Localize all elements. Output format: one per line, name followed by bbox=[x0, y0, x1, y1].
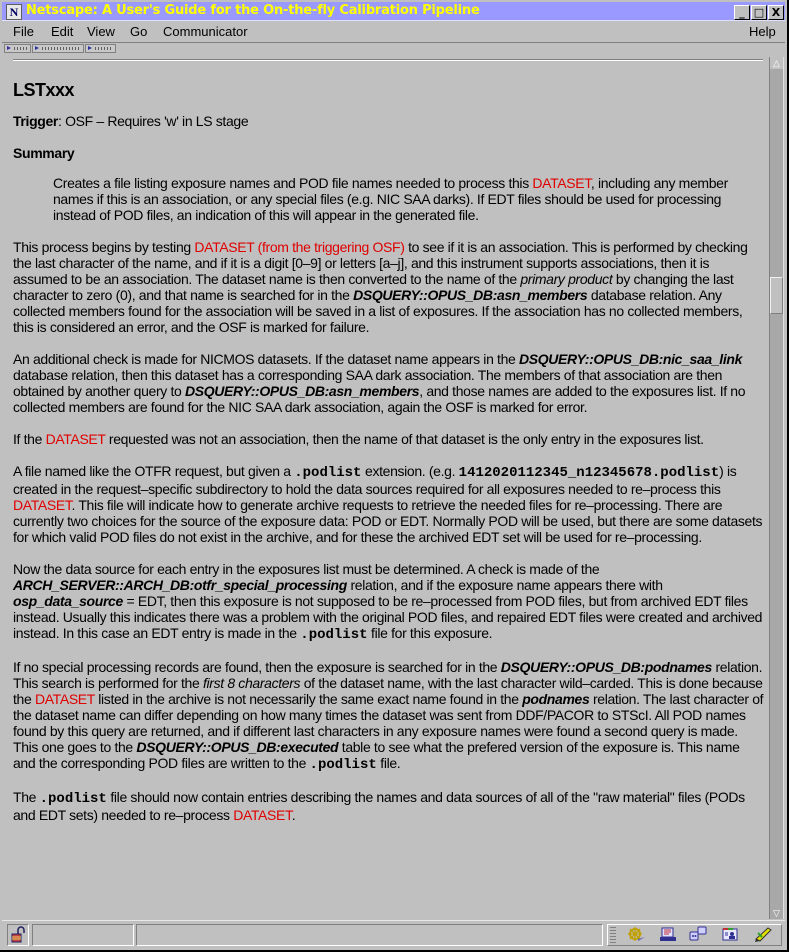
component-bar-grip[interactable] bbox=[610, 927, 616, 943]
vertical-scrollbar[interactable] bbox=[769, 57, 784, 919]
trigger-text: : OSF – Requires 'w' in LS stage bbox=[58, 113, 249, 129]
menu-help[interactable]: Help bbox=[749, 24, 776, 39]
minimize-button[interactable]: _ bbox=[734, 5, 750, 20]
italic-term: primary product bbox=[520, 271, 613, 287]
window-title: Netscape: A User's Guide for the On-the-fly Calibration Pipeline bbox=[26, 3, 480, 18]
menu-go[interactable]: Go bbox=[130, 24, 148, 39]
text: requested was not an association, then the name of that dataset is the only entry in the exposures list. bbox=[105, 431, 704, 447]
text: by changing the last character to zero (0), and that name is searched for in the bbox=[13, 271, 734, 303]
page-heading: LSTxxx bbox=[13, 80, 75, 100]
dataset-link[interactable]: DATASET bbox=[34, 691, 95, 707]
paragraph-not-association bbox=[13, 431, 765, 447]
title-bar[interactable] bbox=[2, 2, 785, 21]
personal-toolbar-grip[interactable] bbox=[85, 44, 116, 53]
text: relation, and if the exposure name appears there with bbox=[346, 577, 663, 593]
db-relation: DSQUERY::OPUS_DB:executed bbox=[136, 739, 339, 755]
netscape-logo-icon: N bbox=[6, 4, 22, 20]
dataset-link[interactable]: DATASET bbox=[13, 497, 72, 513]
code-text: 1412020112345_n12345678.podlist bbox=[458, 465, 720, 481]
text: file. bbox=[376, 755, 401, 771]
page-content bbox=[3, 55, 768, 914]
document-body bbox=[13, 79, 765, 839]
summary-heading: Summary bbox=[13, 145, 75, 161]
text: A file named like the OTFR request, but given a bbox=[13, 463, 295, 479]
summary-paragraph bbox=[53, 175, 755, 223]
paragraph-data-source bbox=[13, 561, 765, 643]
maximize-button[interactable]: □ bbox=[751, 5, 767, 20]
code-text: .podlist bbox=[39, 791, 107, 807]
composer-icon[interactable] bbox=[753, 925, 771, 941]
code-text: .podlist bbox=[300, 627, 368, 643]
db-relation: DSQUERY::OPUS_DB:asn_members bbox=[184, 383, 420, 399]
text: Now the data source for each entry in the exposures list must be determined. A check is made of the bbox=[13, 561, 600, 577]
scroll-up-arrow-icon[interactable]: △ bbox=[770, 57, 783, 69]
italic-term: first 8 characters bbox=[202, 675, 301, 691]
db-relation: ARCH_SERVER::ARCH_DB:otfr_special_processing bbox=[13, 577, 347, 593]
paragraph-podnames-search bbox=[13, 659, 765, 773]
scrollbar-thumb[interactable] bbox=[770, 277, 783, 314]
menu-file[interactable]: File bbox=[13, 24, 34, 39]
text: relation. This search is performed for the bbox=[13, 659, 763, 691]
db-relation: DSQUERY::OPUS_DB:nic_saa_link bbox=[519, 351, 743, 367]
text: . This file will indicate how to generate archive requests to retrieve the needed files for re–processing. There are currently two choices for the source of the exposure data: POD or EDT. Normally POD will be used, but there are some datasets for which valid POD files do not exist in the archive, and for these the archived EDT set will be used for re–processing. bbox=[13, 497, 763, 545]
text: , including any member names if this is an association, or any special files (e.g. NIC SAA darks). If EDT files should be used for processing instead of POD files, an indication of this will appear in the generated file. bbox=[53, 175, 728, 223]
code-text: .podlist bbox=[309, 757, 377, 773]
dataset-link[interactable]: DATASET bbox=[45, 431, 106, 447]
text: file for this exposure. bbox=[367, 625, 493, 641]
paragraph-podlist-contents bbox=[13, 789, 765, 823]
horizontal-rule bbox=[13, 59, 763, 61]
text: The bbox=[13, 789, 40, 805]
navigation-toolbar-grip[interactable] bbox=[4, 44, 31, 53]
mail-icon[interactable] bbox=[658, 925, 676, 941]
menu-communicator[interactable]: Communicator bbox=[163, 24, 248, 39]
component-bar bbox=[607, 924, 782, 946]
text: file should now contain entries describing the names and data sources of all of the "raw material" files (PODs and EDT sets) needed to re–process bbox=[13, 789, 745, 823]
progress-box bbox=[32, 924, 134, 946]
text: An additional check is made for NICMOS datasets. If the dataset name appears in the bbox=[13, 351, 519, 367]
text: This process begins by testing bbox=[13, 239, 195, 255]
trigger-label: Trigger bbox=[13, 113, 59, 129]
dataset-link[interactable]: DATASET bbox=[532, 175, 591, 191]
db-relation: podnames bbox=[522, 691, 590, 707]
text: database relation, then this dataset has a corresponding SAA dark association. The members of that association are then obtained by another query to bbox=[13, 367, 723, 399]
status-message-box bbox=[136, 924, 603, 946]
text: of the dataset name, with the last character wild–carded. This is done because the bbox=[13, 675, 763, 707]
text: table to see what the prefered version of the exposure is. This name and the corresponding POD files are written to the bbox=[13, 739, 740, 771]
text: database relation. Any collected members found for the association will be saved in a list of exposures. If the association has no collected members, this is considered an error, and the OSF is marked for failure. bbox=[13, 287, 743, 335]
db-relation: DSQUERY::OPUS_DB:podnames bbox=[500, 659, 712, 675]
paragraph-association-test bbox=[13, 239, 765, 335]
text: ) is created in the request–specific subdirectory to hold the data sources required for all exposures needed to re–process this bbox=[13, 463, 737, 497]
code-text: .podlist bbox=[294, 465, 362, 481]
text: If no special processing records are found, then the exposure is searched for in the bbox=[13, 659, 501, 675]
trigger-line bbox=[13, 113, 765, 129]
dataset-link[interactable]: DATASET bbox=[233, 807, 292, 823]
text: If the bbox=[13, 431, 46, 447]
text: relation. The last character of the dataset name can differ depending on how many times the dataset was sent from DDF/PACOR to STScI. All POD names found by this query are returned, and if different last characters in any exposure names were found a second query is made. This one goes to the bbox=[13, 691, 764, 755]
text: listed in the archive is not necessarily the same exact name found in the bbox=[94, 691, 523, 707]
close-button[interactable]: X bbox=[768, 5, 784, 20]
navigator-icon[interactable] bbox=[626, 925, 644, 941]
text: = EDT, then this exposure is not supposed to be re–processed from POD files, but from archived EDT files instead. Usually this indicates there was a problem with the original POD files, and repaired EDT files were created and archived instead. In this case an EDT entry is made in the bbox=[13, 593, 763, 641]
paragraph-podlist-file bbox=[13, 463, 765, 545]
db-field: osp_data_source bbox=[13, 593, 123, 609]
db-relation: DSQUERY::OPUS_DB:asn_members bbox=[353, 287, 588, 303]
text: . bbox=[291, 807, 296, 823]
dataset-link[interactable]: DATASET (from the triggering OSF) bbox=[194, 239, 405, 255]
discussion-icon[interactable] bbox=[688, 925, 706, 941]
security-box[interactable] bbox=[7, 924, 29, 946]
location-toolbar-grip[interactable] bbox=[32, 44, 84, 53]
menu-edit[interactable]: Edit bbox=[51, 24, 74, 39]
address-book-icon[interactable] bbox=[720, 925, 738, 941]
text: to see if it is an association. This is performed by checking the last character of the name, and if it is a digit [0–9] or letters [a–j], and this instrument supports associations, then it is assumed to be an association. The dataset name is then converted to the name of the bbox=[13, 239, 748, 287]
paragraph-nicmos-check bbox=[13, 351, 765, 415]
text: Creates a file listing exposure names and POD file names needed to process this bbox=[53, 175, 533, 191]
security-lock-icon bbox=[9, 926, 27, 944]
menu-bar bbox=[2, 21, 785, 43]
text: extension. (e.g. bbox=[361, 463, 459, 479]
menu-view[interactable]: View bbox=[87, 24, 115, 39]
status-bar bbox=[2, 920, 785, 948]
text: , and those names are added to the exposures list. If no collected members are found for the NIC SAA dark association, again the OSF is marked for error. bbox=[13, 383, 746, 415]
scroll-down-arrow-icon[interactable]: ▽ bbox=[770, 907, 783, 919]
